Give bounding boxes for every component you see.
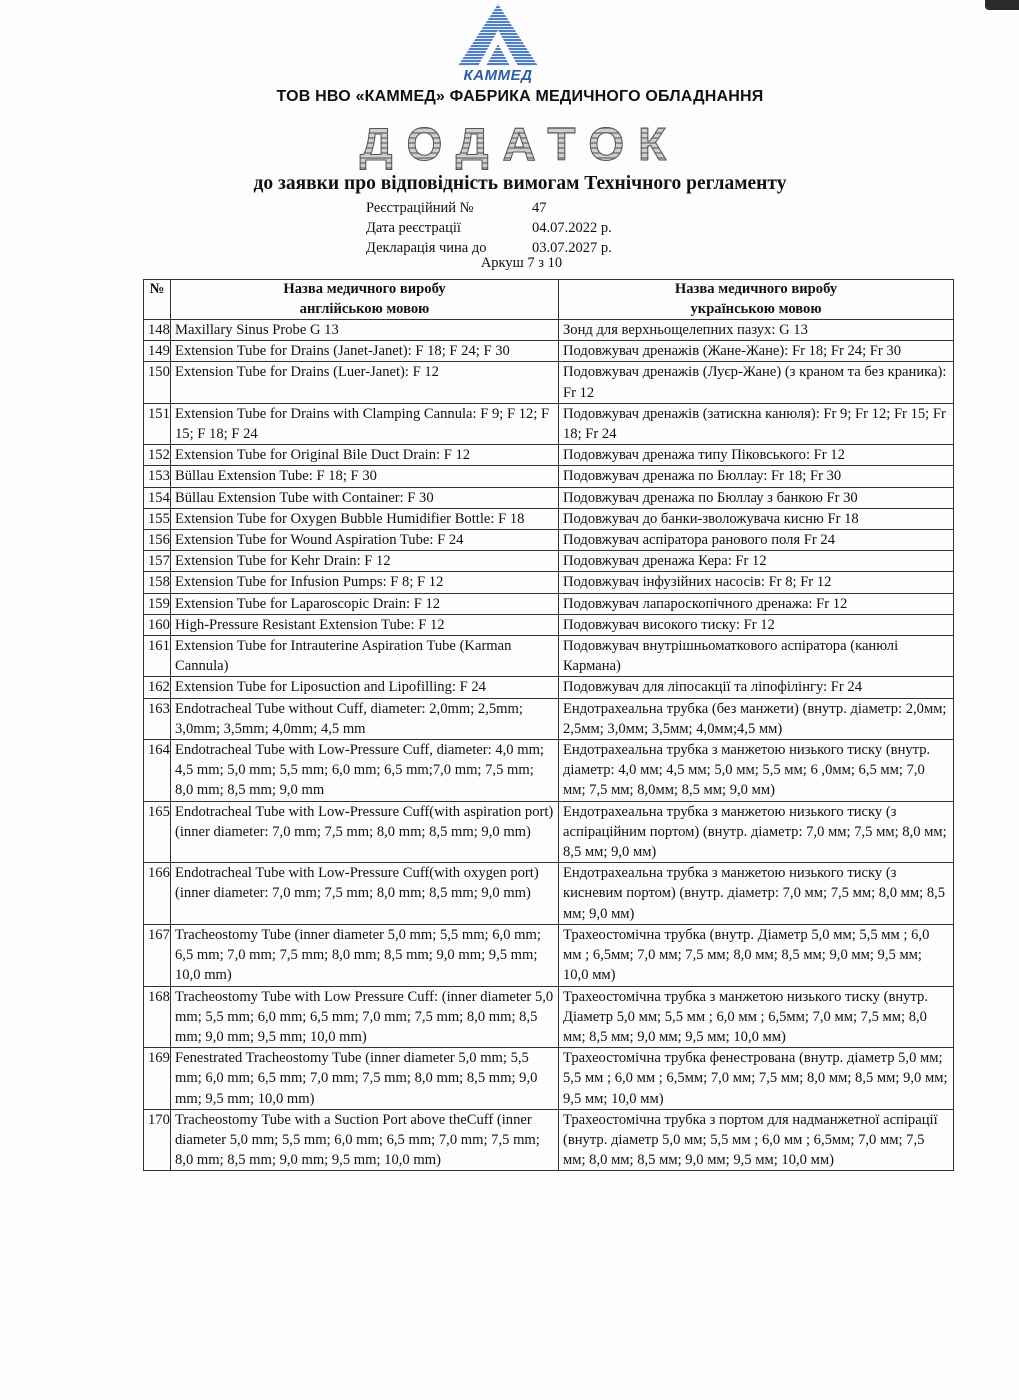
header-number: № <box>144 280 171 320</box>
table-row <box>144 1109 954 1171</box>
row-number: 164 <box>144 740 171 802</box>
devices-table <box>143 279 954 1171</box>
row-english-name: Endotracheal Tube with Low-Pressure Cuff(with oxygen port) (inner diameter: 7,0 mm; 7,5 mm; 8,0 mm; 8,5 mm; 9,0 mm) <box>171 863 559 925</box>
table-row <box>144 445 954 466</box>
registration-number-row <box>366 198 547 218</box>
table-row <box>144 740 954 802</box>
row-number: 165 <box>144 801 171 863</box>
header-ukrainian-name <box>559 280 954 320</box>
row-english-name: Büllau Extension Tube: F 18; F 30 <box>171 466 559 487</box>
table-row <box>144 1048 954 1110</box>
registration-info <box>366 198 612 258</box>
row-english-name: Extension Tube for Laparoscopic Drain: F 12 <box>171 593 559 614</box>
row-english-name: Extension Tube for Kehr Drain: F 12 <box>171 551 559 572</box>
row-number: 166 <box>144 863 171 925</box>
row-ukrainian-name: Подовжувач дренажа по Бюллау з банкою Fr 30 <box>559 487 954 508</box>
row-ukrainian-name: Трахеостомічна трубка (внутр. Діаметр 5,0 мм; 5,5 мм ; 6,0 мм ; 6,5мм; 7,0 мм; 7,5 мм; 8,0 мм; 8,5 мм; 9,0 мм; 9,5 мм; 10,0 мм) <box>559 924 954 986</box>
declaration-valid-value: 03.07.2027 р. <box>532 240 612 256</box>
document-subtitle: до заявки про відповідність вимогам Технічного регламенту <box>253 173 787 194</box>
table-row <box>144 508 954 529</box>
table-row <box>144 698 954 739</box>
registration-date-value: 04.07.2022 р. <box>532 220 612 236</box>
row-ukrainian-name: Подовжувач високого тиску: Fr 12 <box>559 614 954 635</box>
scan-edge-mark <box>985 0 1019 10</box>
table-row <box>144 614 954 635</box>
row-number: 151 <box>144 403 171 444</box>
row-ukrainian-name: Ендотрахеальна трубка з манжетою низького тиску (внутр. діаметр: 4,0 мм; 4,5 мм; 5,0 мм; 5,5 мм; 6 ,0мм; 6,5 мм; 7,0 мм; 7,5 мм; 8,0мм; 8,5 мм; 9,0 мм) <box>559 740 954 802</box>
row-english-name: Extension Tube for Wound Aspiration Tube: F 24 <box>171 530 559 551</box>
row-number: 162 <box>144 677 171 698</box>
row-ukrainian-name: Ендотрахеальна трубка (без манжети) (внутр. діаметр: 2,0мм; 2,5мм; 3,0мм; 3,5мм; 4,0мм;4,5 мм) <box>559 698 954 739</box>
row-ukrainian-name: Подовжувач дренажів (Жане-Жане): Fr 18; Fr 24; Fr 30 <box>559 341 954 362</box>
table-row <box>144 593 954 614</box>
declaration-valid-label: Декларація чина до <box>366 240 487 256</box>
row-ukrainian-name: Ендотрахеальна трубка з манжетою низького тиску (з аспіраційним портом) (внутр. діаметр: 7,0 мм; 7,5 мм; 8,0 мм; 8,5 мм; 9,0 мм) <box>559 801 954 863</box>
table-row <box>144 466 954 487</box>
row-ukrainian-name: Трахеостомічна трубка з манжетою низького тиску (внутр. Діаметр 5,0 мм; 5,5 мм ; 6,0 мм ; 6,5мм; 7,0 мм; 7,5 мм; 8,0 мм; 8,5 мм; 9,0 мм; 9,5 мм; 10,0 мм) <box>559 986 954 1048</box>
table-row <box>144 863 954 925</box>
row-english-name: Tracheostomy Tube with a Suction Port above theCuff (inner diameter 5,0 mm; 5,5 mm; 6,0 mm; 6,5 mm; 7,0 mm; 7,5 mm; 8,0 mm; 8,5 mm; 9,0 mm; 9,5 mm; 10,0 mm) <box>171 1109 559 1171</box>
table-row <box>144 341 954 362</box>
row-english-name: Endotracheal Tube without Cuff, diameter: 2,0mm; 2,5mm; 3,0mm; 3,5mm; 4,0mm; 4,5 mm <box>171 698 559 739</box>
registration-date-row <box>366 218 612 238</box>
row-english-name: Extension Tube for Original Bile Duct Drain: F 12 <box>171 445 559 466</box>
row-ukrainian-name: Подовжувач інфузійних насосів: Fr 8; Fr 12 <box>559 572 954 593</box>
table-row <box>144 986 954 1048</box>
row-ukrainian-name: Подовжувач дренажа типу Піковського: Fr 12 <box>559 445 954 466</box>
table-row <box>144 551 954 572</box>
row-number: 149 <box>144 341 171 362</box>
row-ukrainian-name: Подовжувач дренажів (затискна канюля): Fr 9; Fr 12; Fr 15; Fr 18; Fr 24 <box>559 403 954 444</box>
row-ukrainian-name: Подовжувач аспіратора ранового поля Fr 24 <box>559 530 954 551</box>
row-english-name: Extension Tube for Intrauterine Aspiration Tube (Karman Cannula) <box>171 636 559 677</box>
row-number: 148 <box>144 320 171 341</box>
row-number: 160 <box>144 614 171 635</box>
sheet-number: Аркуш 7 з 10 <box>480 255 563 271</box>
row-ukrainian-name: Подовжувач внутрішньоматкового аспіратора (канюлі Кармана) <box>559 636 954 677</box>
row-english-name: Extension Tube for Drains (Luer-Janet): F 12 <box>171 362 559 403</box>
table-row <box>144 801 954 863</box>
row-english-name: Tracheostomy Tube (inner diameter 5,0 mm; 5,5 mm; 6,0 mm; 6,5 mm; 7,0 mm; 7,5 mm; 8,0 mm; 8,5 mm; 9,0 mm; 9,5 mm; 10,0 mm) <box>171 924 559 986</box>
row-ukrainian-name: Подовжувач лапароскопічного дренажа: Fr 12 <box>559 593 954 614</box>
header-ukrainian-line1: Назва медичного виробу <box>674 281 838 297</box>
table-row <box>144 530 954 551</box>
row-number: 155 <box>144 508 171 529</box>
registration-number-value: 47 <box>532 200 547 216</box>
row-ukrainian-name: Подовжувач для ліпосакції та ліпофілінгу: Fr 24 <box>559 677 954 698</box>
header-english-line2: англійською мовою <box>299 300 430 317</box>
registration-date-label: Дата реєстрації <box>366 220 461 236</box>
table-row <box>144 403 954 444</box>
row-english-name: High-Pressure Resistant Extension Tube: F 12 <box>171 614 559 635</box>
row-ukrainian-name: Подовжувач до банки-зволожувача кисню Fr 18 <box>559 508 954 529</box>
row-english-name: Endotracheal Tube with Low-Pressure Cuff, diameter: 4,0 mm; 4,5 mm; 5,0 mm; 5,5 mm; 6,0 mm; 6,5 mm;7,0 mm; 7,5 mm; 8,0 mm; 8,5 mm; 9,0 mm <box>171 740 559 802</box>
registration-number-label: Реєстраційний № <box>366 200 474 216</box>
table-row <box>144 924 954 986</box>
row-number: 163 <box>144 698 171 739</box>
row-english-name: Endotracheal Tube with Low-Pressure Cuff(with aspiration port) (inner diameter: 7,0 mm; 7,5 mm; 8,0 mm; 8,5 mm; 9,0 mm) <box>171 801 559 863</box>
row-number: 150 <box>144 362 171 403</box>
table-row <box>144 572 954 593</box>
row-english-name: Fenestrated Tracheostomy Tube (inner diameter 5,0 mm; 5,5 mm; 6,0 mm; 6,5 mm; 7,0 mm; 7,5 mm; 8,0 mm; 8,5 mm; 9,0 mm; 9,5 mm; 10,0 mm) <box>171 1048 559 1110</box>
kammed-logo <box>448 0 548 84</box>
row-number: 152 <box>144 445 171 466</box>
row-number: 161 <box>144 636 171 677</box>
document-title: ДОДАТОК <box>0 116 1019 172</box>
table-row <box>144 320 954 341</box>
row-english-name: Tracheostomy Tube with Low Pressure Cuff: (inner diameter 5,0 mm; 5,5 mm; 6,0 mm; 6,5 mm; 7,0 mm; 7,5 mm; 8,0 mm; 8,5 mm; 9,0 mm; 9,5 mm; 10,0 mm) <box>171 986 559 1048</box>
header-ukrainian-line2: українською мовою <box>690 300 822 317</box>
row-number: 169 <box>144 1048 171 1110</box>
row-number: 158 <box>144 572 171 593</box>
row-ukrainian-name: Подовжувач дренажа Кера: Fr 12 <box>559 551 954 572</box>
row-english-name: Maxillary Sinus Probe G 13 <box>171 320 559 341</box>
table-row <box>144 677 954 698</box>
row-english-name: Extension Tube for Liposuction and Lipofilling: F 24 <box>171 677 559 698</box>
row-english-name: Büllau Extension Tube with Container: F 30 <box>171 487 559 508</box>
table-header-row <box>144 280 954 320</box>
row-number: 153 <box>144 466 171 487</box>
table-row <box>144 636 954 677</box>
row-english-name: Extension Tube for Infusion Pumps: F 8; F 12 <box>171 572 559 593</box>
row-ukrainian-name: Трахеостомічна трубка з портом для надманжетної аспірації (внутр. діаметр 5,0 мм; 5,5 мм ; 6,0 мм ; 6,5мм; 7,0 мм; 7,5 мм; 8,0 мм; 8,5 мм; 9,0 мм; 9,5 мм; 10,0 мм) <box>559 1109 954 1171</box>
company-name: ТОВ НВО «КАММЕД» ФАБРИКА МЕДИЧНОГО ОБЛАДНАННЯ <box>276 88 764 105</box>
row-number: 159 <box>144 593 171 614</box>
row-number: 156 <box>144 530 171 551</box>
row-english-name: Extension Tube for Drains (Janet-Janet): F 18; F 24; F 30 <box>171 341 559 362</box>
row-number: 157 <box>144 551 171 572</box>
row-ukrainian-name: Ендотрахеальна трубка з манжетою низького тиску (з кисневим портом) (внутр. діаметр: 7,0 мм; 7,5 мм; 8,0 мм; 8,5 мм; 9,0 мм) <box>559 863 954 925</box>
svg-text:КАММЕД: КАММЕД <box>463 67 533 84</box>
table-row <box>144 487 954 508</box>
row-number: 167 <box>144 924 171 986</box>
row-number: 154 <box>144 487 171 508</box>
row-number: 170 <box>144 1109 171 1171</box>
row-ukrainian-name: Подовжувач дренажів (Луєр-Жане) (з краном та без краника): Fr 12 <box>559 362 954 403</box>
row-number: 168 <box>144 986 171 1048</box>
table-row <box>144 362 954 403</box>
row-english-name: Extension Tube for Oxygen Bubble Humidifier Bottle: F 18 <box>171 508 559 529</box>
row-ukrainian-name: Подовжувач дренажа по Бюллау: Fr 18; Fr 30 <box>559 466 954 487</box>
header-english-line1: Назва медичного виробу <box>283 281 446 297</box>
row-ukrainian-name: Зонд для верхньощелепних пазух: G 13 <box>559 320 954 341</box>
row-english-name: Extension Tube for Drains with Clamping Cannula: F 9; F 12; F 15; F 18; F 24 <box>171 403 559 444</box>
row-ukrainian-name: Трахеостомічна трубка фенестрована (внутр. діаметр 5,0 мм; 5,5 мм ; 6,0 мм ; 6,5мм; 7,0 мм; 7,5 мм; 8,0 мм; 8,5 мм; 9,0 мм; 9,5 мм; 10,0 мм) <box>559 1048 954 1110</box>
header-english-name <box>171 280 559 320</box>
